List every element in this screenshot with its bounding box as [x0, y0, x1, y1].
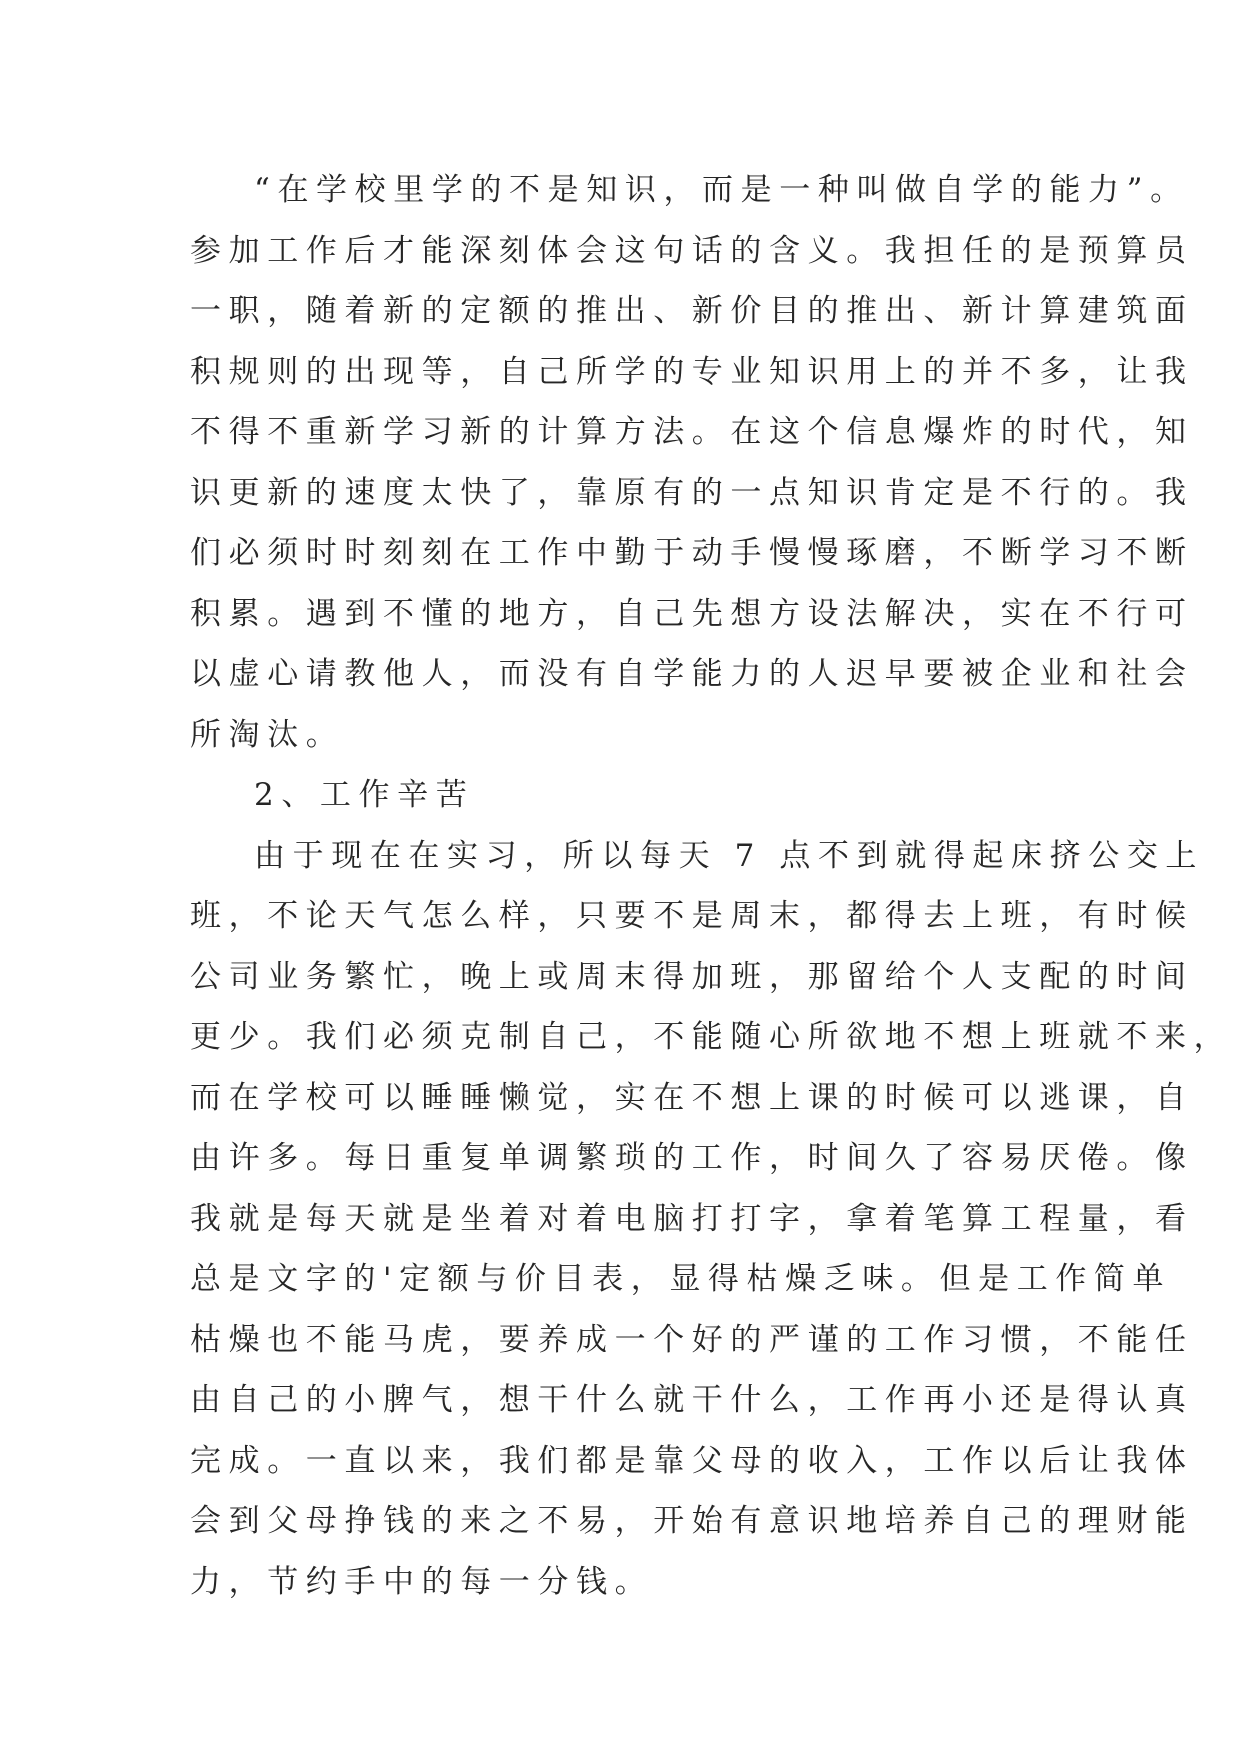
text-line: 所淘汰。 — [190, 716, 345, 753]
text-line: 会到父母挣钱的来之不易，开始有意识地培养自己的理财能 — [190, 1503, 1194, 1539]
text-line: 以虚心请教他人，而没有自学能力的人迟早要被企业和社会 — [190, 656, 1194, 692]
text-line: 不得不重新学习新的计算方法。在这个信息爆炸的时代，知 — [190, 414, 1194, 450]
text-line: 由自己的小脾气，想干什么就干什么，工作再小还是得认真 — [190, 1382, 1194, 1418]
text-line: 完成。一直以来，我们都是靠父母的收入，工作以后让我体 — [190, 1442, 1194, 1479]
text-line: 由许多。每日重复单调繁琐的工作，时间久了容易厌倦。像 — [190, 1140, 1194, 1176]
text-line: 参加工作后才能深刻体会这句话的含义。我担任的是预算员 — [190, 232, 1194, 269]
text-line: 公司业务繁忙，晚上或周末得加班，那留给个人支配的时间 — [190, 958, 1194, 995]
text-line: 枯燥也不能马虎，要养成一个好的严谨的工作习惯，不能任 — [190, 1321, 1194, 1358]
text-line: 2、工作辛苦 — [254, 777, 475, 813]
text-line: 而在学校可以睡睡懒觉，实在不想上课的时候可以逃课，自 — [190, 1079, 1194, 1116]
text-line: 总是文字的'定额与价目表，显得枯燥乏味。但是工作简单 — [190, 1261, 1172, 1297]
text-line: 们必须时时刻刻在工作中勤于动手慢慢琢磨，不断学习不断 — [190, 535, 1194, 571]
text-line: 更少。我们必须克制自己，不能随心所欲地不想上班就不来， — [190, 1019, 1233, 1055]
text-line: 识更新的速度太快了，靠原有的一点知识肯定是不行的。我 — [190, 474, 1194, 511]
text-line: 由于现在在实习，所以每天 7 点不到就得起床挤公交上 — [254, 837, 1205, 874]
text-line: “在学校里学的不是知识，而是一种叫做自学的能力”。 — [254, 172, 1189, 208]
document-body — [190, 160, 1233, 1612]
text-line: 班，不论天气怎么样，只要不是周末，都得去上班，有时候 — [190, 898, 1194, 934]
text-line: 我就是每天就是坐着对着电脑打打字，拿着笔算工程量，看 — [190, 1200, 1194, 1237]
text-line: 力，节约手中的每一分钱。 — [190, 1563, 654, 1600]
text-line: 积累。遇到不懂的地方，自己先想方设法解决，实在不行可 — [190, 595, 1194, 632]
text-line: 一职，随着新的定额的推出、新价目的推出、新计算建筑面 — [190, 293, 1194, 329]
text-line: 积规则的出现等，自己所学的专业知识用上的并不多，让我 — [190, 353, 1194, 390]
